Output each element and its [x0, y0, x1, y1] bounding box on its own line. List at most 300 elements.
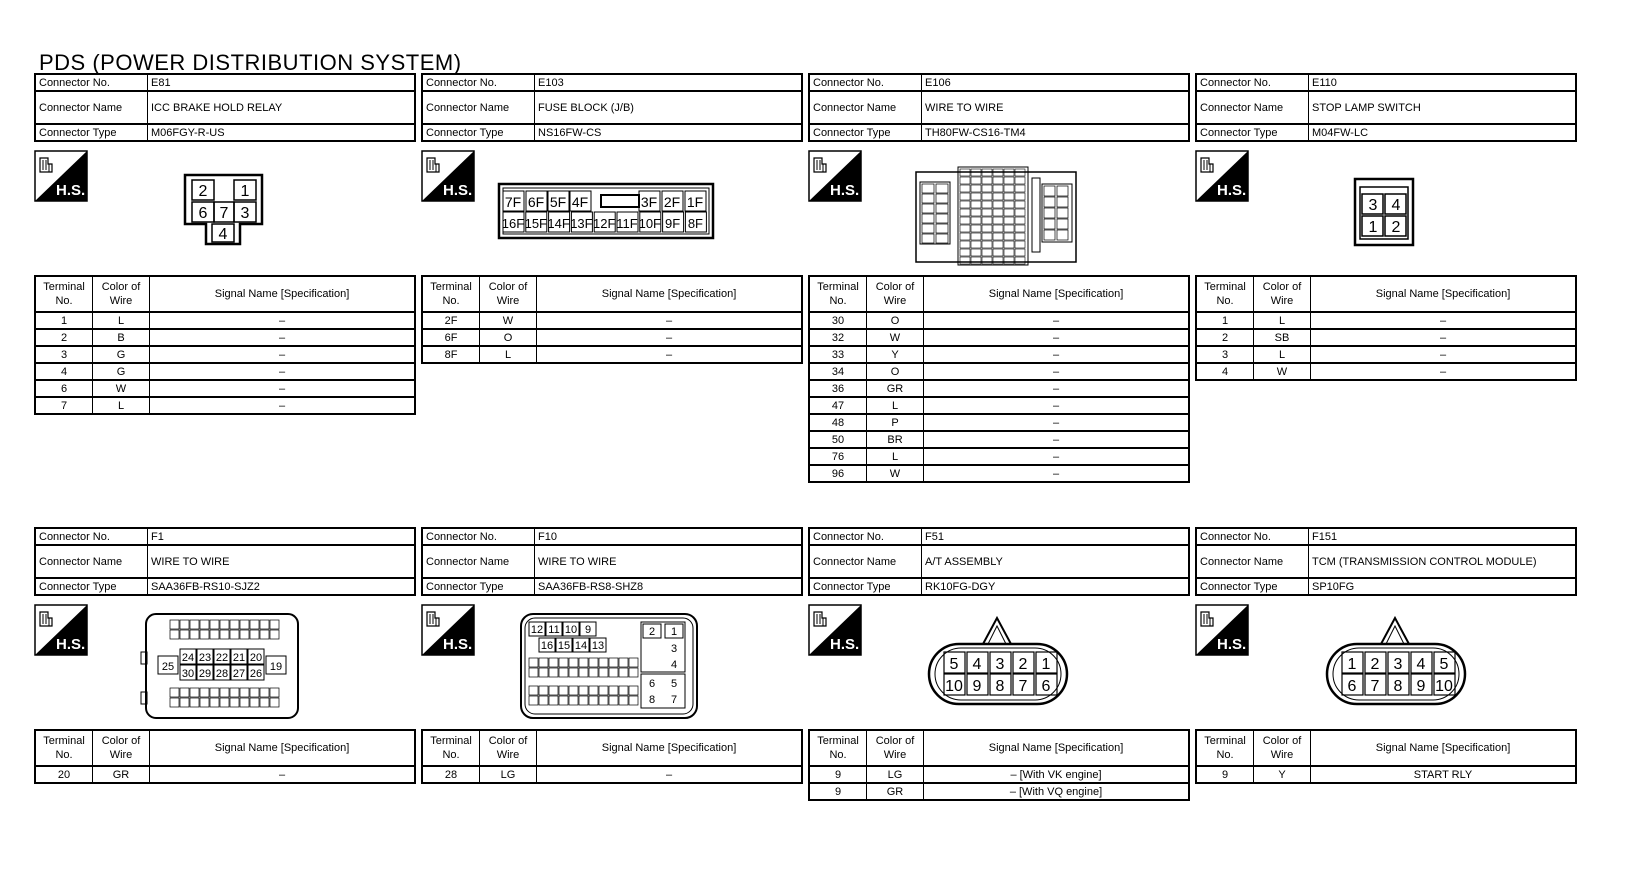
wire-color-cell: P [867, 414, 924, 431]
pin-number: 14F [547, 216, 570, 231]
pin-number: 7F [504, 194, 522, 210]
connector-no-value: E81 [148, 74, 416, 91]
table-row [35, 363, 415, 380]
harness-side-icon [1195, 604, 1251, 660]
table-row [809, 363, 1189, 380]
pin-number: 2 [1018, 656, 1028, 673]
connector-name-value: STOP LAMP SWITCH [1309, 91, 1577, 124]
terminal-table [1195, 275, 1577, 381]
terminal-no-header: Terminal No. [422, 730, 480, 766]
pin-number: 7 [1370, 678, 1380, 695]
terminal-no-cell: 8F [422, 346, 480, 363]
terminal-no-cell: 6F [422, 329, 480, 346]
wire-color-cell: G [93, 346, 150, 363]
signal-name-cell: – [924, 431, 1190, 448]
pin-number: 26 [249, 668, 263, 680]
pin-number: 13 [591, 640, 605, 652]
signal-name-cell: START RLY [1311, 766, 1577, 783]
hs-label: H.S. [830, 182, 860, 199]
signal-name-cell: – [924, 465, 1190, 482]
pin-number: 4 [218, 226, 228, 243]
terminal-no-cell: 4 [1196, 363, 1254, 380]
connector-name-label: Connector Name [1196, 545, 1309, 578]
wire-color-cell: GR [867, 783, 924, 800]
wire-color-cell: GR [93, 766, 150, 783]
signal-name-cell: – [1311, 312, 1577, 329]
signal-name-cell: – [150, 363, 416, 380]
pin-number: 1 [670, 626, 678, 638]
color-of-wire-header: Color of Wire [1254, 730, 1311, 766]
table-row [809, 448, 1189, 465]
page-title: PDS (POWER DISTRIBUTION SYSTEM) [39, 50, 462, 75]
signal-name-cell: – [With VK engine] [924, 766, 1190, 783]
signal-name-header: Signal Name [Specification] [1311, 276, 1577, 312]
harness-side-icon [34, 150, 90, 206]
wire-color-cell: LG [867, 766, 924, 783]
signal-name-cell: – [924, 346, 1190, 363]
pin-number: 3 [1368, 197, 1378, 214]
signal-name-cell: – [1311, 346, 1577, 363]
connector-name-value: WIRE TO WIRE [922, 91, 1190, 124]
table-row [35, 397, 415, 414]
signal-name-cell: – [150, 397, 416, 414]
hs-label: H.S. [1217, 182, 1247, 199]
e103-connector-diagram [497, 182, 717, 242]
hs-label: H.S. [443, 636, 473, 653]
connector-type-value: SP10FG [1309, 578, 1577, 595]
pin-number: 3F [640, 194, 658, 210]
connector-name-label: Connector Name [35, 91, 148, 124]
connector-info-table [1195, 73, 1577, 142]
table-row [809, 312, 1189, 329]
wire-color-cell: O [480, 329, 537, 346]
terminal-no-cell: 30 [809, 312, 867, 329]
terminal-no-header: Terminal No. [422, 276, 480, 312]
terminal-no-cell: 3 [1196, 346, 1254, 363]
connector-no-label: Connector No. [422, 528, 535, 545]
wire-color-cell: O [867, 312, 924, 329]
pin-number: 15 [557, 640, 571, 652]
pin-number: 6 [1041, 678, 1051, 695]
signal-name-cell: – [924, 363, 1190, 380]
table-row [809, 346, 1189, 363]
pin-number: 1 [240, 183, 250, 200]
pin-number: 29 [198, 668, 212, 680]
connector-name-label: Connector Name [35, 545, 148, 578]
color-of-wire-header: Color of Wire [867, 730, 924, 766]
signal-name-header: Signal Name [Specification] [150, 276, 416, 312]
signal-name-cell: – [150, 312, 416, 329]
table-row [809, 465, 1189, 482]
terminal-no-cell: 2F [422, 312, 480, 329]
terminal-no-cell: 34 [809, 363, 867, 380]
connector-type-label: Connector Type [809, 124, 922, 141]
pin-number: 10F [638, 216, 662, 231]
wire-color-cell: L [1254, 312, 1311, 329]
e106-connector-diagram [914, 164, 1078, 268]
e110-connector-diagram [1353, 177, 1415, 247]
signal-name-cell: – [924, 448, 1190, 465]
pin-number: 10 [945, 678, 963, 695]
terminal-no-cell: 1 [35, 312, 93, 329]
table-row [35, 380, 415, 397]
terminal-no-header: Terminal No. [35, 276, 93, 312]
pin-number: 8 [648, 694, 656, 706]
wire-color-cell: SB [1254, 329, 1311, 346]
pin-number: 12 [530, 624, 544, 636]
pin-number: 8 [995, 678, 1005, 695]
terminal-no-cell: 76 [809, 448, 867, 465]
f1-connector-diagram [140, 612, 304, 720]
table-row [1196, 363, 1576, 380]
terminal-no-header: Terminal No. [1196, 276, 1254, 312]
table-row [35, 312, 415, 329]
table-row [422, 346, 802, 363]
connector-no-value: E110 [1309, 74, 1577, 91]
table-row [1196, 329, 1576, 346]
wire-color-cell: W [867, 465, 924, 482]
table-row [35, 346, 415, 363]
pin-number: 15F [524, 216, 548, 231]
wire-color-cell: L [93, 312, 150, 329]
pin-number: 5 [949, 656, 959, 673]
pin-number: 3 [240, 205, 250, 222]
connector-type-label: Connector Type [422, 578, 535, 595]
pin-number: 10 [564, 624, 578, 636]
terminal-no-cell: 36 [809, 380, 867, 397]
connector-info-table [421, 73, 803, 142]
wire-color-cell: GR [867, 380, 924, 397]
hs-label: H.S. [56, 636, 86, 653]
table-row [422, 312, 802, 329]
pin-number: 23 [198, 652, 212, 664]
table-row [422, 766, 802, 783]
connector-type-value: SAA36FB-RS8-SHZ8 [535, 578, 803, 595]
harness-side-icon [808, 604, 864, 660]
terminal-no-cell: 2 [35, 329, 93, 346]
connector-info-table [421, 527, 803, 596]
pin-number: 8 [1393, 678, 1403, 695]
connector-type-value: RK10FG-DGY [922, 578, 1190, 595]
wire-color-cell: W [867, 329, 924, 346]
connector-no-label: Connector No. [422, 74, 535, 91]
pin-number: 20 [249, 652, 263, 664]
connector-no-value: E103 [535, 74, 803, 91]
connector-type-label: Connector Type [1196, 578, 1309, 595]
signal-name-cell: – [924, 329, 1190, 346]
signal-name-cell: – [With VQ engine] [924, 783, 1190, 800]
pin-number: 1 [1041, 656, 1051, 673]
signal-name-cell: – [924, 312, 1190, 329]
terminal-table [1195, 729, 1577, 784]
pin-number: 2 [648, 626, 656, 638]
terminal-no-cell: 6 [35, 380, 93, 397]
connector-no-label: Connector No. [809, 74, 922, 91]
signal-name-cell: – [537, 329, 803, 346]
signal-name-header: Signal Name [Specification] [1311, 730, 1577, 766]
connector-type-label: Connector Type [1196, 124, 1309, 141]
connector-block [808, 527, 1190, 798]
table-row [422, 329, 802, 346]
pin-number: 7 [670, 694, 678, 706]
hs-label: H.S. [443, 182, 473, 199]
connector-name-value: WIRE TO WIRE [148, 545, 416, 578]
table-row [35, 766, 415, 783]
wire-color-cell: O [867, 363, 924, 380]
signal-name-cell: – [924, 397, 1190, 414]
connector-name-label: Connector Name [1196, 91, 1309, 124]
pin-number: 2 [1370, 656, 1380, 673]
pin-number: 8F [687, 216, 703, 231]
table-row [1196, 766, 1576, 783]
connector-no-label: Connector No. [35, 528, 148, 545]
table-row [809, 414, 1189, 431]
f151-connector-diagram [1325, 616, 1467, 708]
pin-number: 19 [269, 661, 283, 673]
pin-number: 2 [198, 183, 208, 200]
connector-type-value: NS16FW-CS [535, 124, 803, 141]
pin-number: 1 [1368, 219, 1378, 236]
connector-type-value: TH80FW-CS16-TM4 [922, 124, 1190, 141]
pin-number: 3 [995, 656, 1005, 673]
connector-no-label: Connector No. [35, 74, 148, 91]
connector-block [1195, 73, 1577, 378]
terminal-no-cell: 9 [809, 783, 867, 800]
pin-number: 4 [670, 659, 678, 671]
pin-number: 21 [232, 652, 246, 664]
signal-name-header: Signal Name [Specification] [924, 730, 1190, 766]
pin-number: 7 [219, 205, 229, 222]
terminal-no-cell: 28 [422, 766, 480, 783]
wire-color-cell: BR [867, 431, 924, 448]
pin-number: 24 [181, 652, 195, 664]
table-row [35, 329, 415, 346]
color-of-wire-header: Color of Wire [1254, 276, 1311, 312]
connector-no-value: E106 [922, 74, 1190, 91]
table-row [1196, 346, 1576, 363]
terminal-table [34, 729, 416, 784]
connector-info-table [34, 527, 416, 596]
color-of-wire-header: Color of Wire [93, 276, 150, 312]
pin-number: 7 [1018, 678, 1028, 695]
pin-number: 3 [670, 643, 678, 655]
table-row [809, 329, 1189, 346]
signal-name-header: Signal Name [Specification] [150, 730, 416, 766]
terminal-no-cell: 9 [1196, 766, 1254, 783]
connector-info-table [34, 73, 416, 142]
connector-name-value: FUSE BLOCK (J/B) [535, 91, 803, 124]
wire-color-cell: L [93, 397, 150, 414]
hs-label: H.S. [830, 636, 860, 653]
connector-type-value: SAA36FB-RS10-SJZ2 [148, 578, 416, 595]
f10-connector-diagram [519, 612, 701, 722]
pin-number: 4F [571, 194, 589, 210]
connector-type-value: M06FGY-R-US [148, 124, 416, 141]
connector-type-label: Connector Type [35, 124, 148, 141]
terminal-no-header: Terminal No. [1196, 730, 1254, 766]
connector-no-label: Connector No. [809, 528, 922, 545]
wire-color-cell: B [93, 329, 150, 346]
terminal-no-cell: 50 [809, 431, 867, 448]
pin-number: 9F [665, 216, 681, 231]
terminal-no-header: Terminal No. [809, 276, 867, 312]
connector-name-label: Connector Name [422, 91, 535, 124]
wire-color-cell: L [480, 346, 537, 363]
connector-type-label: Connector Type [422, 124, 535, 141]
terminal-table [421, 729, 803, 784]
color-of-wire-header: Color of Wire [93, 730, 150, 766]
pin-number: 4 [972, 656, 982, 673]
harness-side-icon [1195, 150, 1251, 206]
terminal-table [421, 275, 803, 364]
color-of-wire-header: Color of Wire [867, 276, 924, 312]
pin-number: 1F [686, 194, 704, 210]
connector-name-label: Connector Name [809, 91, 922, 124]
connector-name-label: Connector Name [809, 545, 922, 578]
connector-type-label: Connector Type [35, 578, 148, 595]
table-row [809, 397, 1189, 414]
pin-number: 6 [648, 678, 656, 690]
pin-number: 11 [548, 624, 560, 636]
pin-number: 10 [1435, 678, 1453, 695]
wire-color-cell: W [480, 312, 537, 329]
pin-number: 2F [663, 194, 681, 210]
connector-name-value: TCM (TRANSMISSION CONTROL MODULE) [1309, 545, 1577, 578]
signal-name-cell: – [537, 312, 803, 329]
terminal-no-cell: 2 [1196, 329, 1254, 346]
terminal-no-cell: 7 [35, 397, 93, 414]
pin-number: 16 [540, 640, 554, 652]
connector-info-table [808, 527, 1190, 596]
pin-number: 4 [1416, 656, 1426, 673]
signal-name-cell: – [150, 380, 416, 397]
wire-color-cell: G [93, 363, 150, 380]
signal-name-cell: – [1311, 329, 1577, 346]
connector-no-value: F51 [922, 528, 1190, 545]
pin-number: 12F [592, 216, 616, 231]
terminal-no-cell: 48 [809, 414, 867, 431]
pin-number: 6 [198, 205, 208, 222]
wire-color-cell: LG [480, 766, 537, 783]
connector-name-label: Connector Name [422, 545, 535, 578]
terminal-table [808, 275, 1190, 483]
pin-number: 11F [616, 216, 638, 231]
terminal-no-cell: 96 [809, 465, 867, 482]
signal-name-cell: – [150, 766, 416, 783]
pin-number: 13F [570, 216, 593, 231]
signal-name-cell: – [1311, 363, 1577, 380]
table-row [809, 431, 1189, 448]
signal-name-cell: – [150, 329, 416, 346]
wire-color-cell: W [1254, 363, 1311, 380]
connector-name-value: A/T ASSEMBLY [922, 545, 1190, 578]
wire-color-cell: L [1254, 346, 1311, 363]
pin-number: 6 [1347, 678, 1357, 695]
harness-side-icon [34, 604, 90, 660]
connector-block [1195, 527, 1577, 781]
terminal-no-cell: 32 [809, 329, 867, 346]
signal-name-cell: – [924, 380, 1190, 397]
connector-no-value: F10 [535, 528, 803, 545]
pin-number: 27 [232, 668, 246, 680]
connector-no-value: F1 [148, 528, 416, 545]
terminal-no-cell: 20 [35, 766, 93, 783]
connector-name-value: WIRE TO WIRE [535, 545, 803, 578]
harness-side-icon [421, 604, 477, 660]
terminal-no-cell: 3 [35, 346, 93, 363]
connector-name-value: ICC BRAKE HOLD RELAY [148, 91, 416, 124]
signal-name-cell: – [924, 414, 1190, 431]
pin-number: 5 [670, 678, 678, 690]
terminal-table [808, 729, 1190, 801]
signal-name-cell: – [537, 766, 803, 783]
color-of-wire-header: Color of Wire [480, 276, 537, 312]
connector-no-label: Connector No. [1196, 74, 1309, 91]
pin-number: 9 [972, 678, 982, 695]
wire-color-cell: W [93, 380, 150, 397]
table-row [809, 380, 1189, 397]
wire-color-cell: L [867, 397, 924, 414]
connector-type-value: M04FW-LC [1309, 124, 1577, 141]
table-row [809, 766, 1189, 783]
connector-type-label: Connector Type [809, 578, 922, 595]
connector-no-label: Connector No. [1196, 528, 1309, 545]
terminal-table [34, 275, 416, 415]
terminal-no-cell: 1 [1196, 312, 1254, 329]
pin-number: 22 [215, 652, 229, 664]
table-row [1196, 312, 1576, 329]
pin-number: 1 [1347, 656, 1357, 673]
signal-name-cell: – [537, 346, 803, 363]
e81-connector-diagram [182, 172, 266, 248]
wire-color-cell: L [867, 448, 924, 465]
signal-name-header: Signal Name [Specification] [537, 276, 803, 312]
pin-number: 16F [501, 216, 525, 231]
terminal-no-cell: 33 [809, 346, 867, 363]
connector-info-table [1195, 527, 1577, 596]
hs-label: H.S. [56, 182, 86, 199]
table-row [809, 783, 1189, 800]
pin-number: 9 [1416, 678, 1426, 695]
connector-block [34, 73, 416, 412]
pin-number: 28 [215, 668, 229, 680]
terminal-no-cell: 9 [809, 766, 867, 783]
harness-side-icon [808, 150, 864, 206]
terminal-no-cell: 47 [809, 397, 867, 414]
hs-label: H.S. [1217, 636, 1247, 653]
f51-connector-diagram [927, 616, 1069, 708]
pin-number: 25 [161, 661, 175, 673]
harness-side-icon [421, 150, 477, 206]
signal-name-header: Signal Name [Specification] [924, 276, 1190, 312]
connector-block [808, 73, 1190, 480]
terminal-no-header: Terminal No. [809, 730, 867, 766]
pin-number: 5F [549, 194, 567, 210]
pin-number: 9 [584, 624, 592, 636]
pin-number: 6F [527, 194, 545, 210]
wire-color-cell: Y [867, 346, 924, 363]
terminal-no-cell: 4 [35, 363, 93, 380]
signal-name-cell: – [150, 346, 416, 363]
pin-number: 2 [1391, 219, 1401, 236]
pin-number: 14 [574, 640, 588, 652]
signal-name-header: Signal Name [Specification] [537, 730, 803, 766]
connector-info-table [808, 73, 1190, 142]
pin-number: 30 [181, 668, 195, 680]
pin-number: 4 [1391, 197, 1401, 214]
connector-no-value: F151 [1309, 528, 1577, 545]
pin-number: 3 [1393, 656, 1403, 673]
